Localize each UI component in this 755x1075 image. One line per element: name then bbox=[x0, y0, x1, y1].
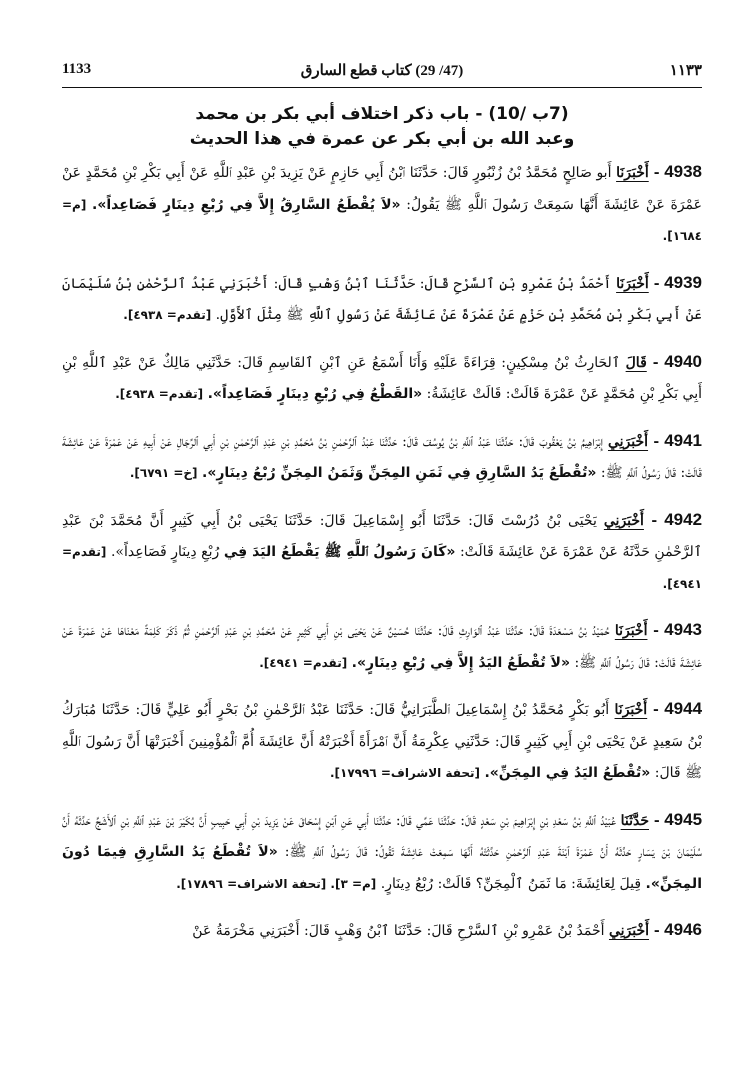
hadith-quote: «تُقْطَعُ يَدُ السَّارِقِ فِي ثَمَنِ المِجَنِّ وَثَمَنُ المِجَنِّ رُبْعُ دِينَارٍ». bbox=[202, 465, 597, 481]
narration-verb: أَخْبَرَنِي bbox=[607, 433, 649, 450]
chapter-heading-line-1: (7ب /10) - باب ذكر اختلاف أبي بكر بن محمد bbox=[195, 104, 569, 124]
chapter-heading bbox=[62, 102, 702, 152]
narration-verb: أَخْبَرَنَا bbox=[614, 702, 648, 718]
narration-verb: أَخْبَرَنَا bbox=[616, 165, 649, 181]
hadith-quote: «كَانَ رَسُولُ ٱللَّهِ ﷺ يَقْطَعُ اليَدَ فِي bbox=[223, 544, 456, 560]
hadith-number: 4943 bbox=[664, 620, 702, 639]
narration-verb: أَخْبَرَنِي bbox=[603, 512, 644, 529]
hadith-4943: 4943 - أَخْبَرَنَا حُمَيْدُ بْنُ مَسْعَدَةَ قَالَ: حَدَّثَنَا عَبْدُ ٱلوَارِثِ قَالَ: حَدَّثَنَا حُسَيْنٌ عَنْ يَحْيَى بْنِ أَبِي كَثِيرٍ عَنْ مُحَمَّدِ بْنِ عَبْدِ ٱلرَّحْمٰنِ ثُمَّ ذَكَرَ كَلِمَةً مَعْنَاهَا عَنْ عَمْرَةَ عَنْ عَائِشَةَ قَالَتْ: قَالَ رَسُولُ ٱللَّهِ ﷺ: «لاَ تُقْطَعُ اليَدُ إِلاَّ فِي رُبْعِ دِينَارٍ». [تقدم= ٤٩٤١]. bbox=[62, 620, 702, 671]
hadith-reference: [تقدم= ٤٩٤١]. bbox=[62, 545, 702, 591]
hadith-4944: 4944 - أَخْبَرَنَا أَبُو بَكْرٍ مُحَمَّدُ بْنُ إِسْمَاعِيلَ ٱلطَّبَرَانِيُّ قَالَ: حَدَّثَنَا عَبْدُ ٱلرَّحْمٰنِ بْنُ بَحْرٍ أَبُو عَلِيٍّ قَالَ: حَدَّثَنَا مُبَارَكُ بْنُ سَعِيدٍ عَنْ يَحْيَى بْنِ أَبِي كَثِيرٍ قَالَ: حَدَّثَنِي عِكْرِمَةُ أَنَّ ٱمْرَأَةً أَخْبَرَتْهُ أَنَّ عَائِشَةَ أُمَّ ٱلْمُؤْمِنِينَ أَخْبَرَتْهَا أَنَّ رَسُولَ ٱللَّهِ ﷺ قَالَ: «تُقْطَعُ اليَدُ فِي المِجَنِّ». [تحفة الاشراف= ١٧٩٩٦]. bbox=[62, 699, 703, 781]
page-number-arabic: ١١٣٣ bbox=[669, 63, 702, 79]
document-page bbox=[62, 55, 702, 962]
hadith-text: عُبَيْدُ ٱللَّهِ بْنُ سَعْدِ بْنِ إِبْرَاهِيمَ بْنِ سَعْدٍ قَالَ: حَدَّثَنَا عَمِّي قَالَ: حَدَّثَنَا أَبِي عَنِ ٱبْنِ إِسْحَاقَ عَنْ يَزِيدَ بْنِ أَبِي حَبِيبٍ أَنَّ بُكَيْرَ بْنَ عَبْدِ ٱللَّهِ بْنِ ٱلأَشَجِّ حَدَّثَهُ أَنَّ سُلَيْمَانَ بْنَ يَسَارٍ حَدَّثَهُ أَنَّ عَمْرَةَ ٱبْنَةَ عَبْدِ ٱلرَّحْمٰنِ حَدَّثَتْهُ أَنَّهَا سَمِعَتْ عَائِشَةَ تَقُولُ: قَالَ رَسُولُ ٱللَّهِ ﷺ: bbox=[62, 812, 703, 860]
hadith-number: 4941 bbox=[664, 430, 703, 450]
hadith-text-continued: رُبْعِ دِينَارٍ فَصَاعِداً». bbox=[110, 544, 220, 560]
hadith-reference: [م= ٣]. [تحفة الاشراف= ١٧٨٩٦]. bbox=[176, 876, 377, 891]
hadith-reference: [خ= ٦٧٩١]. bbox=[129, 466, 198, 480]
hadith-number: 4946 bbox=[664, 920, 702, 939]
hadith-number: 4944 bbox=[664, 699, 703, 718]
hadith-text: ٱلحَارِثُ بْنُ مِسْكِينٍ: قِرَاءَةً عَلَيْهِ وَأَنَا أَسْمَعُ عَنِ ٱبْنِ ٱلقَاسِمِ قَالَ: حَدَّثَنِي مَالِكٌ عَنْ عَبْدِ ٱللَّهِ بْنِ أَبِي بَكْرِ بْنِ مُحَمَّدٍ عَنْ عَمْرَةَ قَالَتْ: قَالَتْ عَائِشَةُ: bbox=[62, 354, 702, 402]
hadith-quote: «القَطْعُ فِي رُبْعِ دِينَارٍ فَصَاعِداً». bbox=[207, 386, 423, 402]
hadith-4946: 4946 - أَخْبَرَنِي أَحْمَدُ بْنُ عَمْرِو بْنِ ٱلسَّرْحِ قَالَ: حَدَّثَنَا ٱبْنُ وَهْبٍ قَالَ: أَخْبَرَنِي مَخْرَمَةُ عَنْ bbox=[192, 920, 702, 939]
hadith-4941: 4941 - أَخْبَرَنِي إِبْرَاهِيمُ بْنُ يَعْقُوبَ قَالَ: حَدَّثَنَا عَبْدُ ٱللَّهِ بْنُ يُوسُفَ قَالَ: حَدَّثَنَا عَبْدُ ٱلرَّحْمٰنِ بْنُ مُحَمَّدِ بْنِ عَبْدِ ٱلرَّحْمٰنِ بْنِ أَبِي ٱلرِّجَالِ عَنْ أَبِيهِ عَنْ عَمْرَةَ عَنْ عَائِشَةَ قَالَتْ: قَالَ رَسُولُ ٱللَّهِ ﷺ: «تُقْطَعُ يَدُ السَّارِقِ فِي ثَمَنِ المِجَنِّ وَثَمَنُ المِجَنِّ رُبْعُ دِينَارٍ». [خ= ٦٧٩١]. bbox=[62, 430, 703, 481]
chapter-heading-line-2: وعبد الله بن أبي بكر عن عمرة في هذا الحديث bbox=[189, 129, 575, 149]
narration-verb: حَدَّثَنَا bbox=[620, 812, 649, 829]
hadith-number: 4945 bbox=[664, 809, 703, 829]
page-number-latin: 1133 bbox=[62, 61, 92, 77]
hadith-text: إِبْرَاهِيمُ بْنُ يَعْقُوبَ قَالَ: حَدَّثَنَا عَبْدُ ٱللَّهِ بْنُ يُوسُفَ قَالَ: حَدَّثَنَا عَبْدُ ٱلرَّحْمٰنِ بْنُ مُحَمَّدِ بْنِ عَبْدِ ٱلرَّحْمٰنِ بْنِ أَبِي ٱلرِّجَالِ عَنْ أَبِيهِ عَنْ عَمْرَةَ عَنْ عَائِشَةَ قَالَتْ: قَالَ رَسُولُ ٱللَّهِ ﷺ: bbox=[62, 433, 702, 481]
hadith-number: 4938 bbox=[664, 162, 703, 181]
narration-verb: أَخْبَرَنِي bbox=[608, 923, 650, 939]
hadith-quote: «لاَ تُقْطَعُ يَدُ السَّارِقِ فِيمَا دُونَ المِجَنِّ». bbox=[62, 844, 702, 892]
hadith-number: 4942 bbox=[664, 509, 703, 529]
hadith-reference: [تقدم= ٤٩٣٨]. bbox=[123, 308, 212, 322]
hadith-quote: «لاَ يُقْطَعُ السَّارِقُ إِلاَّ فِي رُبْعِ دِينَارٍ فَصَاعِداً». bbox=[92, 196, 401, 213]
hadith-text: أَبو صَالِحٍ مُحَمَّدُ بْنُ زُنْبُورٍ قَالَ: حَدَّثَنَا ٱبْنُ أَبِي حَازِمٍ عَنْ يَزِيدَ بْنِ عَبْدِ ٱللَّهِ عَنْ أَبِي بَكْرِ بْنِ مُحَمَّدٍ عَنْ عَمْرَةَ عَنْ عَائِشَةَ أَنَّهَا سَمِعَتْ رَسُولَ ٱللَّهِ ﷺ يَقُولُ: bbox=[62, 165, 703, 213]
hadith-reference: [تقدم= ٤٩٤١]. bbox=[259, 655, 348, 670]
hadith-number: 4940 bbox=[664, 351, 703, 371]
hadith-4942: 4942 - أَخْبَرَنِي يَحْيَى بْنُ دُرُسْتَ قَالَ: حَدَّثَنَا أَبُو إِسْمَاعِيلَ قَالَ: حَدَّثَنَا يَحْيَى بْنُ أَبِي كَثِيرٍ أَنَّ مُحَمَّدَ بْنَ عَبْدِ ٱلرَّحْمٰنِ حَدَّثَهُ عَنْ عَمْرَةَ عَنْ عَائِشَةَ قَالَتْ: «كَانَ رَسُولُ ٱللَّهِ ﷺ يَقْطَعُ اليَدَ فِي رُبْعِ دِينَارٍ فَصَاعِداً». [تقدم= ٤٩٤١]. bbox=[62, 509, 703, 591]
page-header bbox=[62, 55, 702, 88]
hadith-4938: 4938 - أَخْبَرَنَا أَبو صَالِحٍ مُحَمَّدُ بْنُ زُنْبُورٍ قَالَ: حَدَّثَنَا ٱبْنُ أَبِي حَازِمٍ عَنْ يَزِيدَ بْنِ عَبْدِ ٱللَّهِ عَنْ أَبِي بَكْرِ بْنِ مُحَمَّدٍ عَنْ عَمْرَةَ عَنْ عَائِشَةَ أَنَّهَا سَمِعَتْ رَسُولَ ٱللَّهِ ﷺ يَقُولُ: «لاَ يُقْطَعُ السَّارِقُ إِلاَّ فِي رُبْعِ دِينَارٍ فَصَاعِداً». [م= ١٦٨٤]. bbox=[62, 162, 703, 243]
hadith-reference: [تحفة الاشراف= ١٧٩٩٦]. bbox=[329, 766, 480, 780]
hadith-4940: 4940 - قَالَ ٱلحَارِثُ بْنُ مِسْكِينٍ: قِرَاءَةً عَلَيْهِ وَأَنَا أَسْمَعُ عَنِ ٱبْنِ ٱلقَاسِمِ قَالَ: حَدَّثَنِي مَالِكٌ عَنْ عَبْدِ ٱللَّهِ بْنِ أَبِي بَكْرِ بْنِ مُحَمَّدٍ عَنْ عَمْرَةَ قَالَتْ: قَالَتْ عَائِشَةُ: «القَطْعُ فِي رُبْعِ دِينَارٍ فَصَاعِداً». [تقدم= ٤٩٣٨]. bbox=[62, 351, 703, 402]
narration-verb: أَخْبَرَنَا bbox=[616, 275, 649, 292]
running-title: (47/ 29) كتاب قطع السارق bbox=[300, 63, 464, 79]
hadith-4945: 4945 - حَدَّثَنَا عُبَيْدُ ٱللَّهِ بْنُ سَعْدِ بْنِ إِبْرَاهِيمَ بْنِ سَعْدٍ قَالَ: حَدَّثَنَا عَمِّي قَالَ: حَدَّثَنَا أَبِي عَنِ ٱبْنِ إِسْحَاقَ عَنْ يَزِيدَ بْنِ أَبِي حَبِيبٍ أَنَّ بُكَيْرَ بْنَ عَبْدِ ٱللَّهِ بْنِ ٱلأَشَجِّ حَدَّثَهُ أَنَّ سُلَيْمَانَ بْنَ يَسَارٍ حَدَّثَهُ أَنَّ عَمْرَةَ ٱبْنَةَ عَبْدِ ٱلرَّحْمٰنِ حَدَّثَتْهُ أَنَّهَا سَمِعَتْ عَائِشَةَ تَقُولُ: قَالَ رَسُولُ ٱللَّهِ ﷺ: «لاَ تُقْطَعُ يَدُ السَّارِقِ فِيمَا دُونَ المِجَنِّ». قِيلَ لِعَائِشَةَ: مَا ثَمَنُ ٱلْمِجَنِّ؟ قَالَتْ: رُبْعُ دِينَارٍ. [م= ٣]. [تحفة الاشراف= ١٧٨٩٦]. bbox=[62, 809, 703, 892]
hadith-text: أَحْمَدُ بْنُ عَمْرِو بْنِ ٱلسَّرْحِ قَالَ: حَدَّثَنَا ٱبْنُ وَهْبٍ قَالَ: أَخْبَرَنِي عَبْدُ ٱلرَّحْمٰنِ بْنُ سُلَيْمَانَ عَنْ أَبِي بَكْرِ بْنِ مُحَمَّدِ بْنِ حَزْمٍ عَنْ عَمْرَةَ عَنْ عَائِشَةَ عَنْ رَسُولِ ٱللَّهِ ﷺ مِثْلَ ٱلأَوَّلِ. bbox=[62, 275, 702, 323]
narration-verb: أَخْبَرَنَا bbox=[614, 623, 648, 639]
hadith-quote: «لاَ تُقْطَعُ اليَدُ إِلاَّ فِي رُبْعِ دِينَارٍ». bbox=[351, 654, 571, 671]
hadith-reference: [تقدم= ٤٩٣٨]. bbox=[115, 387, 204, 401]
hadith-text-continued: قِيلَ لِعَائِشَةَ: مَا ثَمَنُ ٱلْمِجَنِّ؟ قَالَتْ: رُبْعُ دِينَارٍ. bbox=[380, 875, 642, 892]
hadith-4939: 4939 - أَخْبَرَنَا أَحْمَدُ بْنُ عَمْرِو بْنِ ٱلسَّرْحِ قَالَ: حَدَّثَنَا ٱبْنُ وَهْبٍ قَالَ: أَخْبَرَنِي عَبْدُ ٱلرَّحْمٰنِ بْنُ سُلَيْمَانَ عَنْ أَبِي بَكْرِ بْنِ مُحَمَّدِ بْنِ حَزْمٍ عَنْ عَمْرَةَ عَنْ عَائِشَةَ عَنْ رَسُولِ ٱللَّهِ ﷺ مِثْلَ ٱلأَوَّلِ. [تقدم= ٤٩٣٨]. bbox=[62, 272, 702, 323]
hadith-text: أَحْمَدُ بْنُ عَمْرِو بْنِ ٱلسَّرْحِ قَالَ: حَدَّثَنَا ٱبْنُ وَهْبٍ قَالَ: أَخْبَرَنِي مَخْرَمَةُ عَنْ bbox=[192, 923, 605, 939]
hadith-list bbox=[62, 156, 702, 948]
hadith-text: حُمَيْدُ بْنُ مَسْعَدَةَ قَالَ: حَدَّثَنَا عَبْدُ ٱلوَارِثِ قَالَ: حَدَّثَنَا حُسَيْنٌ عَنْ يَحْيَى بْنِ أَبِي كَثِيرٍ عَنْ مُحَمَّدِ بْنِ عَبْدِ ٱلرَّحْمٰنِ ثُمَّ ذَكَرَ كَلِمَةً مَعْنَاهَا عَنْ عَمْرَةَ عَنْ عَائِشَةَ قَالَتْ: قَالَ رَسُولُ ٱللَّهِ ﷺ: bbox=[62, 623, 702, 671]
hadith-quote: «تُقْطَعُ اليَدُ فِي المِجَنِّ». bbox=[484, 765, 651, 781]
hadith-text: أَبُو بَكْرٍ مُحَمَّدُ بْنُ إِسْمَاعِيلَ ٱلطَّبَرَانِيُّ قَالَ: حَدَّثَنَا عَبْدُ ٱلرَّحْمٰنِ بْنُ بَحْرٍ أَبُو عَلِيٍّ قَالَ: حَدَّثَنَا مُبَارَكُ بْنُ سَعِيدٍ عَنْ يَحْيَى بْنِ أَبِي كَثِيرٍ قَالَ: حَدَّثَنِي عِكْرِمَةُ أَنَّ ٱمْرَأَةً أَخْبَرَتْهُ أَنَّ عَائِشَةَ أُمَّ ٱلْمُؤْمِنِينَ أَخْبَرَتْهَا أَنَّ رَسُولَ ٱللَّهِ ﷺ قَالَ: bbox=[62, 702, 702, 781]
hadith-text: يَحْيَى بْنُ دُرُسْتَ قَالَ: حَدَّثَنَا أَبُو إِسْمَاعِيلَ قَالَ: حَدَّثَنَا يَحْيَى بْنُ أَبِي كَثِيرٍ أَنَّ مُحَمَّدَ بْنَ عَبْدِ ٱلرَّحْمٰنِ حَدَّثَهُ عَنْ عَمْرَةَ عَنْ عَائِشَةَ قَالَتْ: bbox=[62, 512, 703, 560]
narration-verb: قَالَ bbox=[625, 354, 647, 371]
hadith-number: 4939 bbox=[664, 272, 702, 292]
hadith-reference: [م= ١٦٨٤]. bbox=[62, 197, 702, 243]
